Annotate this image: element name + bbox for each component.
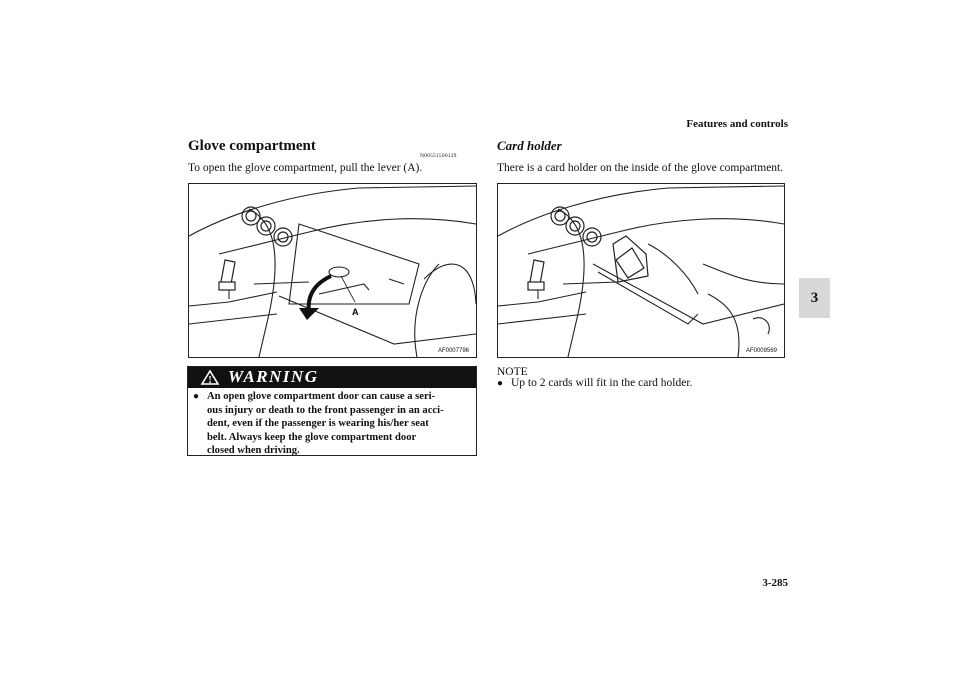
warning-line: ous injury or death to the front passenger in an acci- xyxy=(207,404,444,416)
warning-line: closed when driving. xyxy=(207,445,300,456)
chapter-tab: 3 xyxy=(799,278,830,318)
card-holder-title: Card holder xyxy=(497,138,562,153)
note-text: Up to 2 cards will fit in the card holder. xyxy=(511,377,693,389)
page-number: 3-285 xyxy=(762,577,788,589)
warning-line: belt. Always keep the glove compartment door xyxy=(207,431,417,443)
dashboard-drawing xyxy=(189,184,476,357)
card-holder-description: There is a card holder on the inside of the glove compartment. xyxy=(497,162,784,174)
bullet-icon: ● xyxy=(193,391,200,402)
warning-banner xyxy=(188,367,476,388)
warning-box xyxy=(187,366,477,456)
figure-code: AF0009569 xyxy=(745,348,777,354)
warning-triangle-icon xyxy=(200,369,220,386)
lever-a-callout xyxy=(299,267,359,320)
bullet-icon: ● xyxy=(497,378,504,389)
figure-code: AF0007796 xyxy=(437,348,469,354)
warning-line: dent, even if the passenger is wearing his/her seat xyxy=(207,418,429,429)
card-holder-illustration xyxy=(497,183,785,358)
glove-compartment-illustration xyxy=(188,183,477,358)
shift-lever-icon xyxy=(528,260,544,290)
card-holder-drawing xyxy=(498,184,784,357)
instruction-text: To open the glove compartment, pull the lever (A). xyxy=(188,162,423,174)
callout-a-label: A xyxy=(352,307,359,317)
warning-text xyxy=(193,390,468,458)
reference-code: N00551500129 xyxy=(420,153,457,159)
running-header: Features and controls xyxy=(686,118,788,130)
note-label: NOTE xyxy=(497,366,528,378)
section-title: Glove compartment xyxy=(188,138,316,154)
card-icon xyxy=(613,236,648,282)
svg-text:!: ! xyxy=(208,375,212,386)
shift-lever-icon xyxy=(219,260,235,290)
warning-label: WARNING xyxy=(228,367,319,386)
warning-line: An open glove compartment door can cause a seri- xyxy=(207,391,436,402)
note-item xyxy=(497,377,692,389)
